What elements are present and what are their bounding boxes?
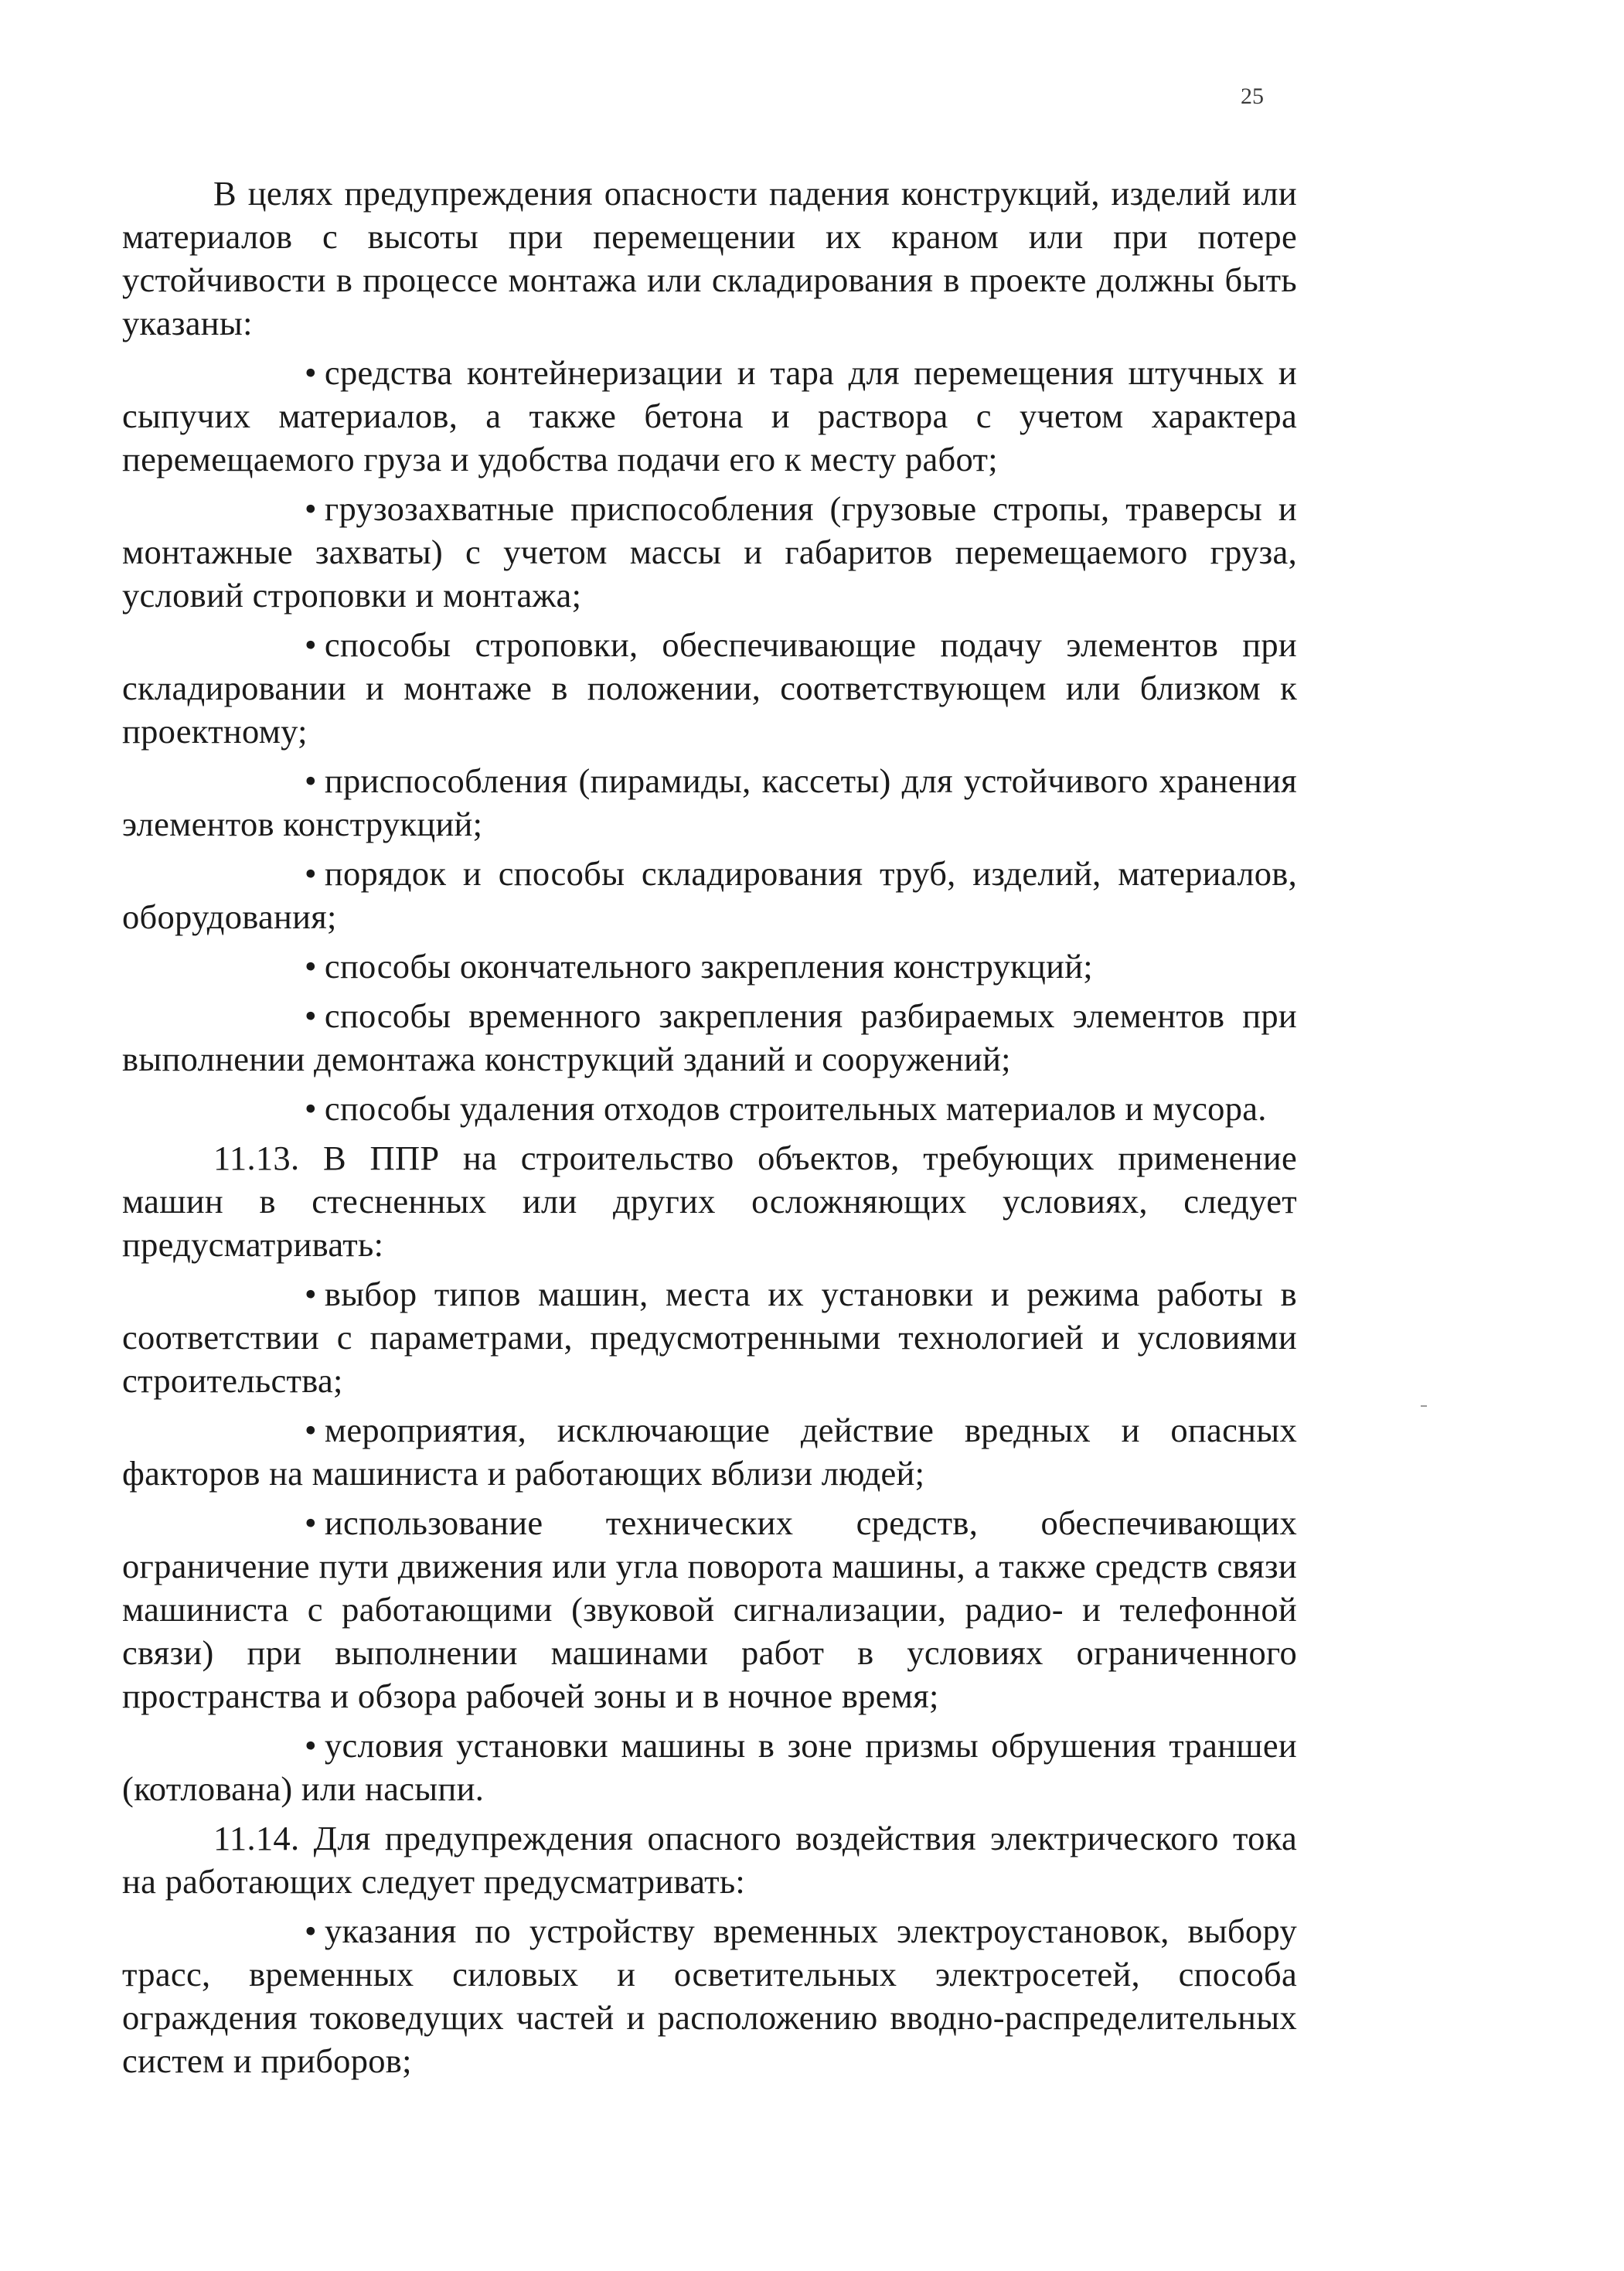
paragraph-text: способы временного закрепления разбираемых элементов при выполнении демонтажа конструкций зданий и сооружений; (122, 996, 1297, 1078)
paragraph-text: грузозахватные приспособления (грузовые стропы, траверсы и монтажные захваты) с учетом массы и габаритов перемещаемого груза, условий строповки и монтажа; (122, 489, 1297, 615)
paragraph (122, 1816, 1297, 1903)
bullet-icon: • (305, 1726, 317, 1765)
paragraph-text: использование технических средств, обеспечивающих ограничение пути движения или угла поворота машины, а также средств связи машиниста с работающими (звуковой сигнализации, радио- и телефонной связи) при выполнении машинами работ в условиях ограниченного пространства и обзора рабочей зоны и в ночное время; (122, 1503, 1297, 1715)
bullet-icon: • (305, 1503, 317, 1542)
bullet-paragraph (122, 487, 1297, 617)
document-body (122, 172, 1297, 2089)
bullet-paragraph (122, 945, 1297, 988)
bullet-paragraph (122, 759, 1297, 846)
bullet-icon: • (305, 489, 317, 528)
bullet-icon: • (305, 1912, 317, 1950)
bullet-paragraph (122, 852, 1297, 938)
paragraph-text: способы строповки, обеспечивающие подачу элементов при складировании и монтаже в положении, соответствующем или близком к проектному; (122, 625, 1297, 751)
paragraph-text: мероприятия, исключающие действие вредных и опасных факторов на машиниста и работающих вблизи людей; (122, 1411, 1297, 1493)
paragraph-text: указания по устройству временных электроустановок, выбору трасс, временных силовых и осветительных электросетей, способа ограждения токоведущих частей и расположению вводно-распределительных систем и приборов; (122, 1912, 1297, 2080)
paragraph-text: средства контейнеризации и тара для перемещения штучных и сыпучих материалов, а также бетона и раствора с учетом характера перемещаемого груза и удобства подачи его к месту работ; (122, 353, 1297, 478)
bullet-icon: • (305, 1411, 317, 1449)
paragraph-text: приспособления (пирамиды, кассеты) для устойчивого хранения элементов конструкций; (122, 761, 1297, 843)
bullet-icon: • (305, 1089, 317, 1128)
bullet-paragraph (122, 1501, 1297, 1718)
paragraph-text: 11.14. Для предупреждения опасного воздействия электрического тока на работающих следует предусматривать: (122, 1819, 1297, 1901)
bullet-icon: • (305, 1275, 317, 1313)
paragraph-text: условия установки машины в зоне призмы обрушения траншеи (котлована) или насыпи. (122, 1726, 1297, 1808)
bullet-icon: • (305, 854, 317, 893)
paragraph-text: способы удаления отходов строительных материалов и мусора. (324, 1089, 1267, 1128)
paragraph-text: способы окончательного закрепления конструкций; (324, 947, 1093, 986)
paragraph-text: порядок и способы складирования труб, изделий, материалов, оборудования; (122, 854, 1297, 936)
bullet-paragraph (122, 1724, 1297, 1810)
bullet-icon: • (305, 996, 317, 1035)
bullet-paragraph (122, 1272, 1297, 1402)
bullet-paragraph (122, 351, 1297, 481)
bullet-paragraph (122, 1087, 1297, 1130)
bullet-paragraph (122, 994, 1297, 1081)
paragraph-text: выбор типов машин, места их установки и режима работы в соответствии с параметрами, предусмотренными технологией и условиями строительства; (122, 1275, 1297, 1400)
bullet-icon: • (305, 353, 317, 392)
bullet-icon: • (305, 761, 317, 800)
scan-artifact (1421, 1405, 1427, 1407)
bullet-paragraph (122, 623, 1297, 753)
page-number: 25 (1241, 83, 1264, 109)
paragraph (122, 1136, 1297, 1266)
paragraph-text: 11.13. В ППР на строительство объектов, требующих применение машин в стесненных или других осложняющих условиях, следует предусматривать: (122, 1139, 1297, 1264)
bullet-paragraph (122, 1909, 1297, 2082)
bullet-icon: • (305, 625, 317, 664)
paragraph-text: В целях предупреждения опасности падения конструкций, изделий или материалов с высоты при перемещении их краном или при потере устойчивости в процессе монтажа или складирования в проекте должны быть указаны: (122, 174, 1297, 342)
paragraph (122, 172, 1297, 345)
bullet-paragraph (122, 1408, 1297, 1495)
bullet-icon: • (305, 947, 317, 986)
